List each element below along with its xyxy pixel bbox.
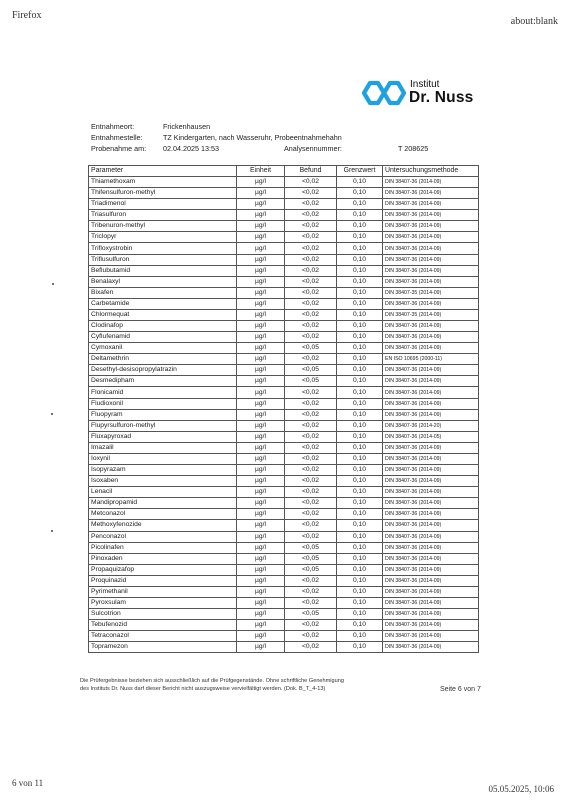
cell-einheit: µg/l: [237, 476, 285, 487]
cell-befund: <0,02: [285, 531, 337, 542]
cell-befund: <0,02: [285, 188, 337, 199]
cell-grenzwert: 0,10: [337, 177, 383, 188]
cell-einheit: µg/l: [237, 453, 285, 464]
cell-parameter: Trifloxystrobin: [89, 243, 237, 254]
cell-methode: DIN 38407-36 (2014-09): [383, 409, 479, 420]
browser-title: Firefox: [12, 10, 42, 21]
cell-grenzwert: 0,10: [337, 298, 383, 309]
cell-befund: <0,02: [285, 431, 337, 442]
cell-befund: <0,02: [285, 387, 337, 398]
table-row: [89, 332, 479, 343]
table-row: [89, 575, 479, 586]
cell-befund: <0,05: [285, 553, 337, 564]
cell-grenzwert: 0,10: [337, 254, 383, 265]
cell-einheit: µg/l: [237, 620, 285, 631]
table-row: [89, 431, 479, 442]
page-of: Seite 6 von 7: [440, 686, 481, 693]
cell-befund: <0,02: [285, 465, 337, 476]
cell-parameter: Triflusulfuron: [89, 254, 237, 265]
cell-befund: <0,02: [285, 442, 337, 453]
cell-einheit: µg/l: [237, 343, 285, 354]
cell-methode: EN ISO 10695 (2000-11): [383, 354, 479, 365]
cell-einheit: µg/l: [237, 332, 285, 343]
cell-einheit: µg/l: [237, 221, 285, 232]
cell-einheit: µg/l: [237, 498, 285, 509]
footnote-line-1: Die Prüfergebnisse beziehen sich ausschließlich auf die Prüfgegenstände. Ohne schriftliche Genehmigung: [80, 678, 344, 684]
cell-methode: DIN 38407-36 (2014-09): [383, 575, 479, 586]
cell-methode: DIN 38407-36 (2014-09): [383, 365, 479, 376]
cell-parameter: Triadimenol: [89, 199, 237, 210]
print-date: 05.05.2025, 10:06: [488, 784, 554, 794]
cell-grenzwert: 0,10: [337, 476, 383, 487]
cell-einheit: µg/l: [237, 609, 285, 620]
cell-befund: <0,02: [285, 332, 337, 343]
cell-parameter: Sulcotrion: [89, 609, 237, 620]
cell-parameter: Triclopyr: [89, 232, 237, 243]
cell-parameter: Triasulfuron: [89, 210, 237, 221]
table-row: [89, 221, 479, 232]
cell-parameter: Fluopyram: [89, 409, 237, 420]
header-methode: Untersuchungsmethode: [383, 166, 479, 177]
table-row: [89, 487, 479, 498]
cell-einheit: µg/l: [237, 276, 285, 287]
cell-grenzwert: 0,10: [337, 586, 383, 597]
cell-methode: DIN 38407-36 (2014-09): [383, 609, 479, 620]
cell-befund: <0,02: [285, 287, 337, 298]
results-body: [89, 177, 479, 653]
cell-einheit: µg/l: [237, 553, 285, 564]
logo-line-2: Dr. Nuss: [409, 89, 474, 106]
table-row: [89, 321, 479, 332]
cell-methode: DIN 38407-36 (2014-09): [383, 465, 479, 476]
cell-einheit: µg/l: [237, 575, 285, 586]
table-row: [89, 243, 479, 254]
cell-einheit: µg/l: [237, 188, 285, 199]
cell-grenzwert: 0,10: [337, 431, 383, 442]
table-row: [89, 553, 479, 564]
cell-befund: <0,05: [285, 609, 337, 620]
logo-line-1: Institut: [410, 79, 440, 90]
table-row: [89, 376, 479, 387]
cell-grenzwert: 0,10: [337, 487, 383, 498]
cell-methode: DIN 38407-36 (2014-09): [383, 221, 479, 232]
cell-methode: DIN 38407-36 (2014-09): [383, 254, 479, 265]
cell-grenzwert: 0,10: [337, 631, 383, 642]
logo-mark-icon: [362, 78, 406, 108]
cell-methode: DIN 38407-36 (2014-09): [383, 586, 479, 597]
cell-befund: <0,02: [285, 354, 337, 365]
cell-grenzwert: 0,10: [337, 376, 383, 387]
cell-befund: <0,02: [285, 420, 337, 431]
cell-parameter: Carbetamide: [89, 298, 237, 309]
cell-parameter: Propaquizafop: [89, 564, 237, 575]
table-row: [89, 343, 479, 354]
cell-parameter: Deltamethrin: [89, 354, 237, 365]
cell-methode: DIN 38407-36 (2014-09): [383, 376, 479, 387]
cell-einheit: µg/l: [237, 387, 285, 398]
cell-befund: <0,02: [285, 620, 337, 631]
cell-methode: DIN 38407-36 (2014-09): [383, 498, 479, 509]
cell-grenzwert: 0,10: [337, 575, 383, 586]
cell-parameter: Picolinafen: [89, 542, 237, 553]
cell-methode: DIN 38407-36 (2014-09): [383, 321, 479, 332]
cell-grenzwert: 0,10: [337, 188, 383, 199]
cell-grenzwert: 0,10: [337, 243, 383, 254]
scan-dot: [51, 530, 53, 532]
cell-parameter: Isopyrazam: [89, 465, 237, 476]
cell-einheit: µg/l: [237, 265, 285, 276]
cell-befund: <0,02: [285, 642, 337, 653]
cell-methode: DIN 38407-36 (2014-09): [383, 332, 479, 343]
cell-befund: <0,05: [285, 365, 337, 376]
cell-grenzwert: 0,10: [337, 265, 383, 276]
cell-befund: <0,02: [285, 243, 337, 254]
table-row: [89, 620, 479, 631]
entnahmestelle-label: Entnahmestelle:: [91, 133, 143, 142]
cell-parameter: Desmedipham: [89, 376, 237, 387]
cell-parameter: Cyflufenamid: [89, 332, 237, 343]
analysennummer-label: Analysennummer:: [284, 144, 342, 153]
cell-befund: <0,02: [285, 298, 337, 309]
cell-methode: DIN 38407-36 (2014-09): [383, 232, 479, 243]
entnahmestelle-value: TZ Kindergarten, nach Wasseruhr, Probeentnahmehahn: [163, 133, 342, 142]
cell-befund: <0,05: [285, 343, 337, 354]
cell-grenzwert: 0,10: [337, 387, 383, 398]
cell-grenzwert: 0,10: [337, 287, 383, 298]
cell-grenzwert: 0,10: [337, 221, 383, 232]
cell-parameter: Pyrimethanil: [89, 586, 237, 597]
cell-befund: <0,02: [285, 265, 337, 276]
cell-parameter: Beflubutamid: [89, 265, 237, 276]
cell-grenzwert: 0,10: [337, 343, 383, 354]
cell-parameter: Cymoxanil: [89, 343, 237, 354]
cell-parameter: Imazalil: [89, 442, 237, 453]
cell-parameter: Methoxyfenozide: [89, 520, 237, 531]
cell-einheit: µg/l: [237, 420, 285, 431]
table-row: [89, 199, 479, 210]
cell-methode: DIN 38407-36 (2014-09): [383, 453, 479, 464]
table-row: [89, 520, 479, 531]
cell-grenzwert: 0,10: [337, 453, 383, 464]
cell-einheit: µg/l: [237, 509, 285, 520]
table-row: [89, 398, 479, 409]
cell-methode: DIN 38407-36 (2014-09): [383, 597, 479, 608]
cell-befund: <0,02: [285, 487, 337, 498]
cell-parameter: Desethyl-desisopropylatrazin: [89, 365, 237, 376]
cell-methode: DIN 38407-36 (2014-05): [383, 431, 479, 442]
entnahmeort-value: Frickenhausen: [163, 122, 211, 131]
cell-methode: DIN 38407-36 (2014-09): [383, 620, 479, 631]
cell-befund: <0,02: [285, 509, 337, 520]
table-row: [89, 420, 479, 431]
cell-befund: <0,02: [285, 631, 337, 642]
cell-grenzwert: 0,10: [337, 542, 383, 553]
table-row: [89, 232, 479, 243]
cell-einheit: µg/l: [237, 309, 285, 320]
footnote: [80, 677, 344, 693]
cell-einheit: µg/l: [237, 354, 285, 365]
cell-methode: DIN 38407-36 (2014-09): [383, 177, 479, 188]
cell-parameter: Fludioxonil: [89, 398, 237, 409]
cell-einheit: µg/l: [237, 409, 285, 420]
cell-parameter: Penconazol: [89, 531, 237, 542]
cell-befund: <0,02: [285, 597, 337, 608]
table-row: [89, 597, 479, 608]
cell-parameter: Lenacil: [89, 487, 237, 498]
cell-grenzwert: 0,10: [337, 509, 383, 520]
cell-parameter: Topramezon: [89, 642, 237, 653]
cell-grenzwert: 0,10: [337, 321, 383, 332]
cell-grenzwert: 0,10: [337, 409, 383, 420]
cell-einheit: µg/l: [237, 287, 285, 298]
institute-logo: [362, 76, 512, 112]
cell-einheit: µg/l: [237, 177, 285, 188]
cell-befund: <0,02: [285, 575, 337, 586]
cell-grenzwert: 0,10: [337, 420, 383, 431]
cell-einheit: µg/l: [237, 564, 285, 575]
cell-einheit: µg/l: [237, 597, 285, 608]
table-row: [89, 409, 479, 420]
cell-parameter: Proquinazid: [89, 575, 237, 586]
cell-methode: DIN 38407-36 (2014-09): [383, 199, 479, 210]
cell-einheit: µg/l: [237, 586, 285, 597]
cell-einheit: µg/l: [237, 398, 285, 409]
table-row: [89, 498, 479, 509]
cell-grenzwert: 0,10: [337, 232, 383, 243]
cell-methode: DIN 38407-36 (2014-09): [383, 553, 479, 564]
cell-grenzwert: 0,10: [337, 564, 383, 575]
table-row: [89, 177, 479, 188]
cell-einheit: µg/l: [237, 365, 285, 376]
scan-dot: [52, 283, 54, 285]
cell-parameter: Mandipropamid: [89, 498, 237, 509]
table-row: [89, 265, 479, 276]
cell-methode: DIN 38407-36 (2014-09): [383, 243, 479, 254]
cell-methode: DIN 38407-36 (2014-20): [383, 420, 479, 431]
cell-methode: DIN 38407-36 (2014-09): [383, 520, 479, 531]
cell-einheit: µg/l: [237, 298, 285, 309]
cell-befund: <0,02: [285, 309, 337, 320]
cell-einheit: µg/l: [237, 232, 285, 243]
cell-methode: DIN 38407-36 (2014-09): [383, 265, 479, 276]
cell-methode: DIN 38407-36 (2014-09): [383, 188, 479, 199]
header-einheit: Einheit: [237, 166, 285, 177]
cell-einheit: µg/l: [237, 442, 285, 453]
table-row: [89, 309, 479, 320]
cell-befund: <0,02: [285, 476, 337, 487]
cell-grenzwert: 0,10: [337, 597, 383, 608]
entnahmeort-label: Entnahmeort:: [91, 122, 135, 131]
cell-grenzwert: 0,10: [337, 531, 383, 542]
cell-parameter: Tebufenozid: [89, 620, 237, 631]
cell-einheit: µg/l: [237, 243, 285, 254]
cell-befund: <0,05: [285, 376, 337, 387]
cell-grenzwert: 0,10: [337, 520, 383, 531]
cell-grenzwert: 0,10: [337, 553, 383, 564]
cell-grenzwert: 0,10: [337, 609, 383, 620]
cell-grenzwert: 0,10: [337, 442, 383, 453]
cell-befund: <0,02: [285, 210, 337, 221]
cell-methode: DIN 38407-36 (2014-09): [383, 343, 479, 354]
cell-einheit: µg/l: [237, 210, 285, 221]
cell-grenzwert: 0,10: [337, 210, 383, 221]
cell-parameter: Pyroxsulam: [89, 597, 237, 608]
results-table: [88, 165, 479, 653]
cell-methode: DIN 38407-36 (2014-09): [383, 398, 479, 409]
cell-parameter: Isoxaben: [89, 476, 237, 487]
table-row: [89, 210, 479, 221]
table-row: [89, 564, 479, 575]
cell-grenzwert: 0,10: [337, 642, 383, 653]
cell-methode: DIN 38407-36 (2014-09): [383, 298, 479, 309]
table-row: [89, 254, 479, 265]
cell-befund: <0,02: [285, 453, 337, 464]
cell-parameter: Fluxapyroxad: [89, 431, 237, 442]
cell-parameter: Thifensulfuron-methyl: [89, 188, 237, 199]
table-row: [89, 609, 479, 620]
cell-grenzwert: 0,10: [337, 398, 383, 409]
table-row: [89, 453, 479, 464]
table-row: [89, 465, 479, 476]
cell-einheit: µg/l: [237, 321, 285, 332]
cell-parameter: Ioxynil: [89, 453, 237, 464]
cell-befund: <0,02: [285, 221, 337, 232]
table-header-row: [89, 166, 479, 177]
cell-methode: DIN 38407-36 (2014-09): [383, 631, 479, 642]
cell-methode: DIN 38407-36 (2014-09): [383, 542, 479, 553]
cell-methode: DIN 38407-36 (2014-09): [383, 210, 479, 221]
table-row: [89, 276, 479, 287]
cell-befund: <0,02: [285, 199, 337, 210]
cell-parameter: Metconazol: [89, 509, 237, 520]
cell-einheit: µg/l: [237, 642, 285, 653]
cell-methode: DIN 38407-36 (2014-09): [383, 642, 479, 653]
cell-einheit: µg/l: [237, 376, 285, 387]
cell-parameter: Flonicamid: [89, 387, 237, 398]
table-row: [89, 531, 479, 542]
table-row: [89, 542, 479, 553]
table-row: [89, 298, 479, 309]
cell-befund: <0,02: [285, 398, 337, 409]
cell-einheit: µg/l: [237, 531, 285, 542]
cell-einheit: µg/l: [237, 631, 285, 642]
cell-parameter: Clodinafop: [89, 321, 237, 332]
cell-grenzwert: 0,10: [337, 309, 383, 320]
cell-parameter: Pinoxaden: [89, 553, 237, 564]
cell-parameter: Tribenuron-methyl: [89, 221, 237, 232]
cell-befund: <0,02: [285, 232, 337, 243]
cell-befund: <0,02: [285, 177, 337, 188]
table-row: [89, 188, 479, 199]
probenahme-value: 02.04.2025 13:53: [163, 144, 219, 153]
cell-parameter: Tetraconazol: [89, 631, 237, 642]
cell-methode: DIN 38407-36 (2014-09): [383, 487, 479, 498]
footnote-line-2: des Instituts Dr. Nuss darf dieser Bericht nicht auszugsweise vervielfältigt werden. (Dok. B_T_4-13): [80, 686, 326, 692]
cell-befund: <0,02: [285, 409, 337, 420]
cell-methode: DIN 38407-36 (2014-09): [383, 531, 479, 542]
cell-parameter: Thiamethoxam: [89, 177, 237, 188]
header-befund: Befund: [285, 166, 337, 177]
scan-dot: [51, 413, 53, 415]
table-row: [89, 476, 479, 487]
cell-einheit: µg/l: [237, 199, 285, 210]
cell-methode: DIN 38407-36 (2014-09): [383, 442, 479, 453]
cell-grenzwert: 0,10: [337, 498, 383, 509]
cell-befund: <0,02: [285, 276, 337, 287]
table-row: [89, 354, 479, 365]
probenahme-label: Probenahme am:: [91, 144, 147, 153]
print-page-counter: 6 von 11: [12, 778, 44, 788]
cell-einheit: µg/l: [237, 542, 285, 553]
cell-methode: DIN 38407-36 (2014-09): [383, 276, 479, 287]
cell-befund: <0,05: [285, 542, 337, 553]
table-row: [89, 287, 479, 298]
cell-befund: <0,02: [285, 520, 337, 531]
cell-methode: DIN 38407-36 (2014-09): [383, 387, 479, 398]
header-parameter: Parameter: [89, 166, 237, 177]
cell-grenzwert: 0,10: [337, 332, 383, 343]
analysennummer-value: T 208625: [398, 144, 429, 153]
cell-befund: <0,02: [285, 498, 337, 509]
cell-methode: DIN 38407-36 (2014-09): [383, 509, 479, 520]
cell-einheit: µg/l: [237, 487, 285, 498]
cell-grenzwert: 0,10: [337, 276, 383, 287]
cell-befund: <0,02: [285, 586, 337, 597]
cell-methode: DIN 38407-36 (2014-09): [383, 476, 479, 487]
cell-einheit: µg/l: [237, 431, 285, 442]
cell-grenzwert: 0,10: [337, 354, 383, 365]
cell-methode: DIN 38407-35 (2014-09): [383, 287, 479, 298]
cell-grenzwert: 0,10: [337, 199, 383, 210]
table-row: [89, 642, 479, 653]
cell-parameter: Bixafen: [89, 287, 237, 298]
table-row: [89, 631, 479, 642]
cell-parameter: Chlormequat: [89, 309, 237, 320]
cell-methode: DIN 38407-36 (2014-09): [383, 564, 479, 575]
cell-grenzwert: 0,10: [337, 365, 383, 376]
table-row: [89, 509, 479, 520]
table-row: [89, 442, 479, 453]
cell-einheit: µg/l: [237, 465, 285, 476]
table-row: [89, 387, 479, 398]
cell-befund: <0,02: [285, 254, 337, 265]
cell-grenzwert: 0,10: [337, 620, 383, 631]
browser-url: about:blank: [510, 16, 558, 27]
cell-methode: DIN 38407-35 (2014-09): [383, 309, 479, 320]
cell-befund: <0,02: [285, 321, 337, 332]
cell-parameter: Benalaxyl: [89, 276, 237, 287]
cell-einheit: µg/l: [237, 520, 285, 531]
table-row: [89, 586, 479, 597]
header-grenzwert: Grenzwert: [337, 166, 383, 177]
table-row: [89, 365, 479, 376]
cell-befund: <0,05: [285, 564, 337, 575]
cell-einheit: µg/l: [237, 254, 285, 265]
cell-parameter: Flupyrsulfuron-methyl: [89, 420, 237, 431]
cell-grenzwert: 0,10: [337, 465, 383, 476]
